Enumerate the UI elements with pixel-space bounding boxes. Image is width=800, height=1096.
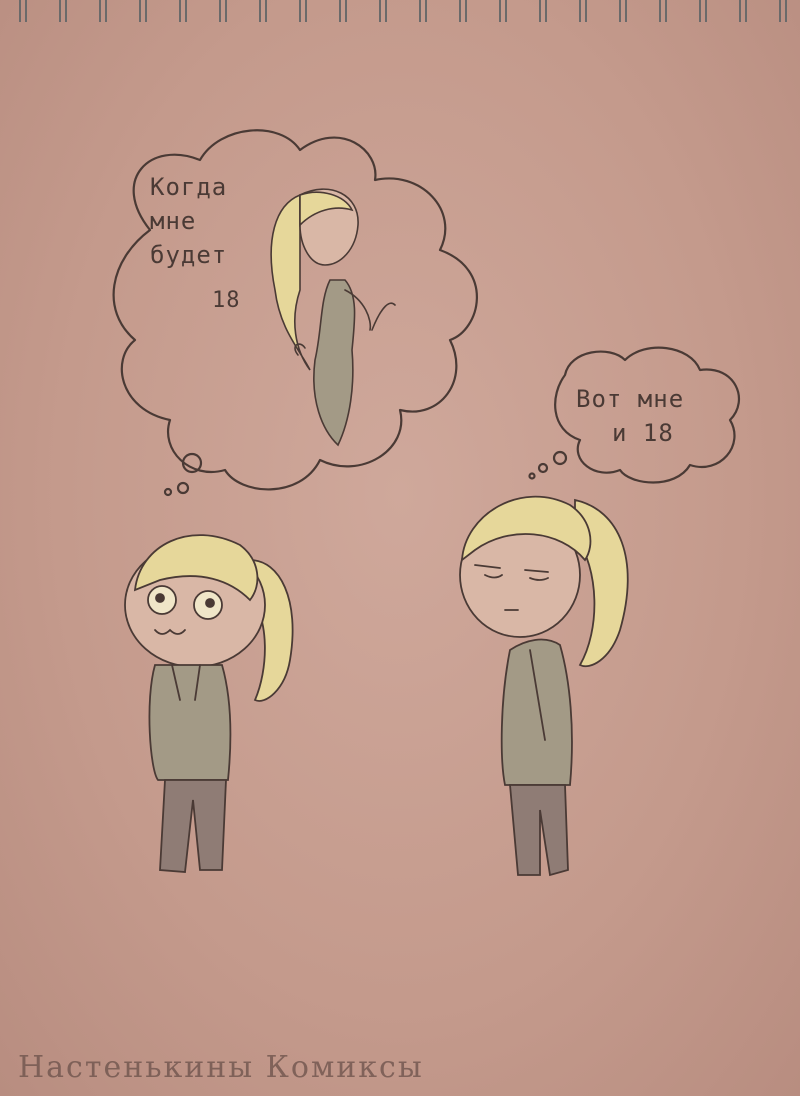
- girl-right: [460, 497, 628, 875]
- bubble-left-line-2: мне: [150, 207, 197, 235]
- watermark-text: Настенькины Комиксы: [18, 1050, 424, 1085]
- thought-dot-4: [554, 452, 566, 464]
- thought-dot-2: [178, 483, 188, 493]
- bubble-right-line-2: и 18: [612, 419, 674, 447]
- bubble-left-age: 18: [212, 288, 241, 313]
- thought-bubble-right-text: [576, 382, 684, 450]
- bubble-left-line-3: будет: [150, 241, 228, 269]
- thought-dot-6: [530, 474, 535, 479]
- girl-left: [125, 535, 293, 872]
- thought-dot-5: [539, 464, 547, 472]
- bubble-left-line-1: Когда: [150, 173, 228, 201]
- bubble-right-line-1: Вот мне: [576, 385, 685, 413]
- thought-dot-3: [165, 489, 171, 495]
- dream-woman: [271, 189, 395, 445]
- thought-bubble-left-text: [150, 170, 241, 318]
